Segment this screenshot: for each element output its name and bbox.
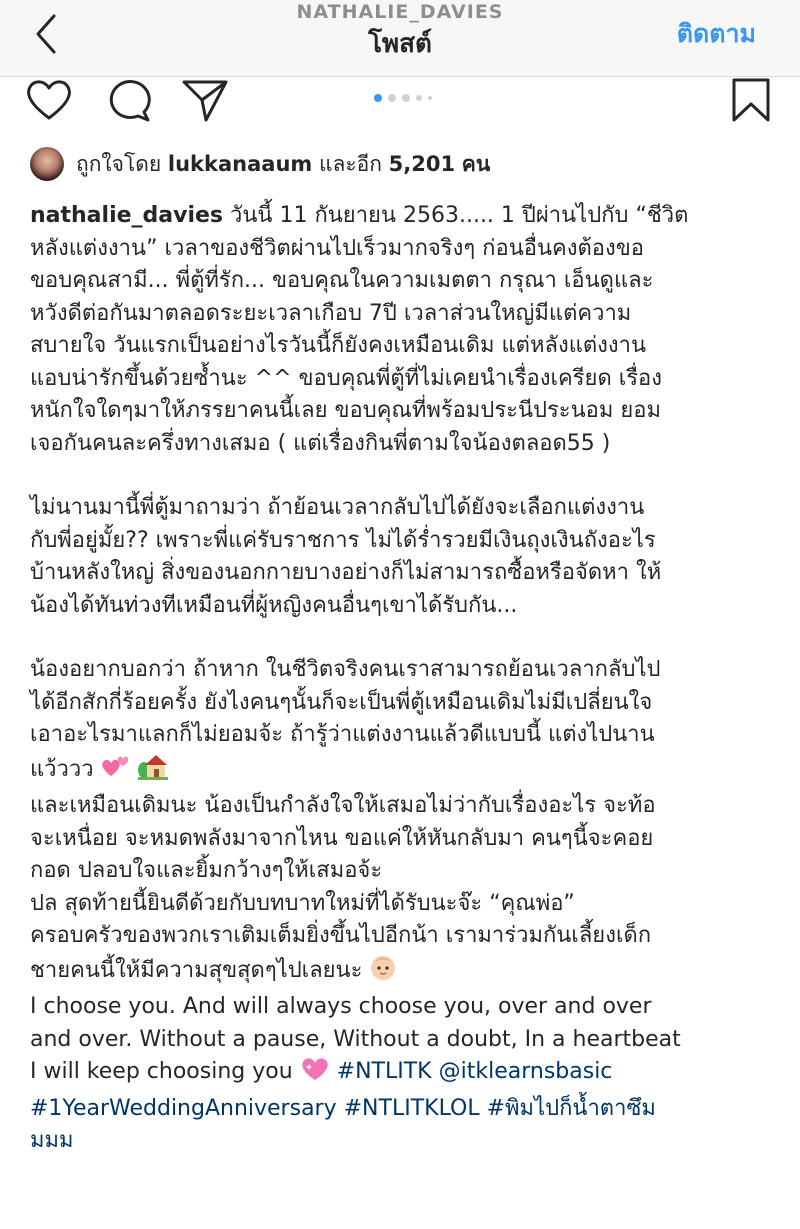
follow-button[interactable]: ติดตาม <box>676 19 756 48</box>
mention-link[interactable]: @itklearnsbasic <box>438 1059 613 1084</box>
caption-line: หนักใจใดๆมาให้ภรรยาคนนี้เลย ขอบคุณที่พร้อมประนีประนอม ยอม <box>30 398 661 423</box>
hashtag-link[interactable]: #NTLITK <box>336 1059 432 1084</box>
like-button[interactable] <box>24 76 74 124</box>
house-with-garden-emoji <box>138 752 168 791</box>
caption-line: น้องอยากบอกว่า ถ้าหาก ในชีวิตจริงคนเราสามารถย้อนเวลากลับไป <box>30 657 661 682</box>
caption-line: I will keep choosing you <box>30 1059 293 1084</box>
header-username: NATHALIE_DAVIES <box>296 1 504 23</box>
caption-line: หวังดีต่อกันมาตลอดระยะเวลาเกือบ 7ปี เวลาส่วนใหญ่มีแต่ความ <box>30 300 632 326</box>
likes-count[interactable]: 5,201 <box>388 152 456 176</box>
caption-line: และเหมือนเดิมนะ น้องเป็นกำลังใจให้เสมอไม่ว่ากับเรื่องอะไร จะท้อ <box>30 793 656 818</box>
caption-line: สบายใจ วันแรกเป็นอย่างไรวันนี้ก็ยังคงเหมือนเดิม แต่หลังแต่งงาน <box>30 333 647 358</box>
share-icon <box>180 76 230 124</box>
post-caption <box>30 200 775 1158</box>
carousel-dot <box>428 96 432 100</box>
caption-line: and over. Without a pause, Without a doubt, In a heartbeat <box>30 1026 681 1052</box>
avatar[interactable] <box>30 147 64 181</box>
caption-line: หลังแต่งงาน” เวลาของชีวิตผ่านไปเร็วมากจริงๆ ก่อนอื่นคงต้องขอ <box>30 235 644 261</box>
caption-line: แว้ววว <box>30 756 94 782</box>
comment-button[interactable] <box>104 76 154 124</box>
top-bar <box>0 0 800 77</box>
page-title: โพสต์ <box>368 29 432 59</box>
two-hearts-emoji <box>101 754 131 791</box>
likes-prefix: ถูกใจโดย <box>76 152 162 176</box>
comment-icon <box>104 76 154 124</box>
caption-line: วันนี้ 11 กันยายน 2563..... 1 ปีผ่านไปกับ “ชีวิต <box>230 203 689 228</box>
share-button[interactable] <box>180 76 230 124</box>
caption-line: ชายคนนี้ให้มีความสุขสุดๆไปเลยนะ <box>30 957 363 983</box>
paragraph-gap <box>30 460 775 492</box>
post-action-bar <box>0 76 800 128</box>
caption-line: เจอกันคนละครึ่งทางเสมอ ( แต่เรื่องกินพี่ตามใจน้องตลอด55 ) <box>30 430 611 456</box>
caption-author[interactable]: nathalie_davies <box>30 203 224 228</box>
caption-line: กับพี่อยู่มั้ย?? เพราะพี่แค่รับราชการ ไม่ได้ร่ำรวยมีเงินถุงเงินถังอะไร <box>30 527 656 553</box>
baby-emoji <box>369 953 397 992</box>
hashtag-link[interactable]: #พิมไปก็น้ำตาซึม <box>486 1095 656 1121</box>
caption-line: ไม่นานมานี้พี่ตู้มาถามว่า ถ้าย้อนเวลากลับไปได้ยังจะเลือกแต่งงาน <box>30 495 645 520</box>
carousel-dot <box>402 94 410 102</box>
caption-line: กอด ปลอบใจและยิ้มกว้างๆให้เสมอจ้ะ <box>30 858 383 883</box>
carousel-dot <box>416 95 422 101</box>
caption-line: น้องได้ทันท่วงทีเหมือนที่ผู้หญิงคนอื่นๆเขาได้รับกัน... <box>30 592 518 618</box>
likes-suffix: คน <box>461 152 491 176</box>
likes-middle: และอีก <box>318 152 382 176</box>
caption-line: แอบน่ารักขึ้นด้วยซ้ำนะ ^^ ขอบคุณพี่ตู้ที่ไม่เคยนำเรื่องเครียด เรื่อง <box>30 365 663 391</box>
save-button[interactable] <box>728 76 778 124</box>
caption-line: จะเหนื่อย จะหมดพลังมาจากไหน ขอแค่ให้หันกลับมา คนๆนี้จะคอย <box>30 825 654 851</box>
carousel-dot <box>388 94 396 102</box>
caption-line: บ้านหลังใหญ่ สิ่งของนอกกายบางอย่างก็ไม่สามารถซื้อหรือจัดหา ให้ <box>30 560 662 585</box>
hashtag-link[interactable]: #NTLITKLOL <box>343 1095 480 1121</box>
paragraph-gap <box>30 622 775 654</box>
liker-username[interactable]: lukkanaaum <box>167 152 313 176</box>
hashtag-link[interactable]: #1YearWeddingAnniversary <box>30 1095 337 1121</box>
caption-line: I choose you. And will always choose you, over and over <box>30 994 652 1019</box>
carousel-dot-active <box>374 94 382 102</box>
caption-line: เอาอะไรมาแลกก็ไม่ยอมจ้ะ ถ้ารู้ว่าแต่งงานแล้วดีแบบนี้ แต่งไปนาน <box>30 722 655 747</box>
caption-line: ได้อีกสักกี่ร้อยครั้ง ยังไงคนๆนั้นก็จะเป็นพี่ตู้เหมือนเดิมไม่มีเปลี่ยนใจ <box>30 689 653 715</box>
bookmark-icon <box>728 76 778 124</box>
caption-line: ปล สุดท้ายนี้ยินดีด้วยกับบทบาทใหม่ที่ได้รับนะจ๊ะ “คุณพ่อ” <box>30 890 575 916</box>
sparkling-heart-emoji <box>300 1056 330 1093</box>
hashtag-link-continued[interactable]: มมม <box>30 1128 74 1153</box>
caption-line: ขอบคุณสามี... พี่ตู้ที่รัก... ขอบคุณในความเมตตา กรุณา เอ็นดูและ <box>30 268 654 293</box>
caption-line: ครอบครัวของพวกเราเติมเต็มยิ่งขึ้นไปอีกน้า เรามาร่วมกันเลี้ยงเด็ก <box>30 923 652 948</box>
likes-summary <box>76 149 490 179</box>
heart-icon <box>24 76 74 124</box>
